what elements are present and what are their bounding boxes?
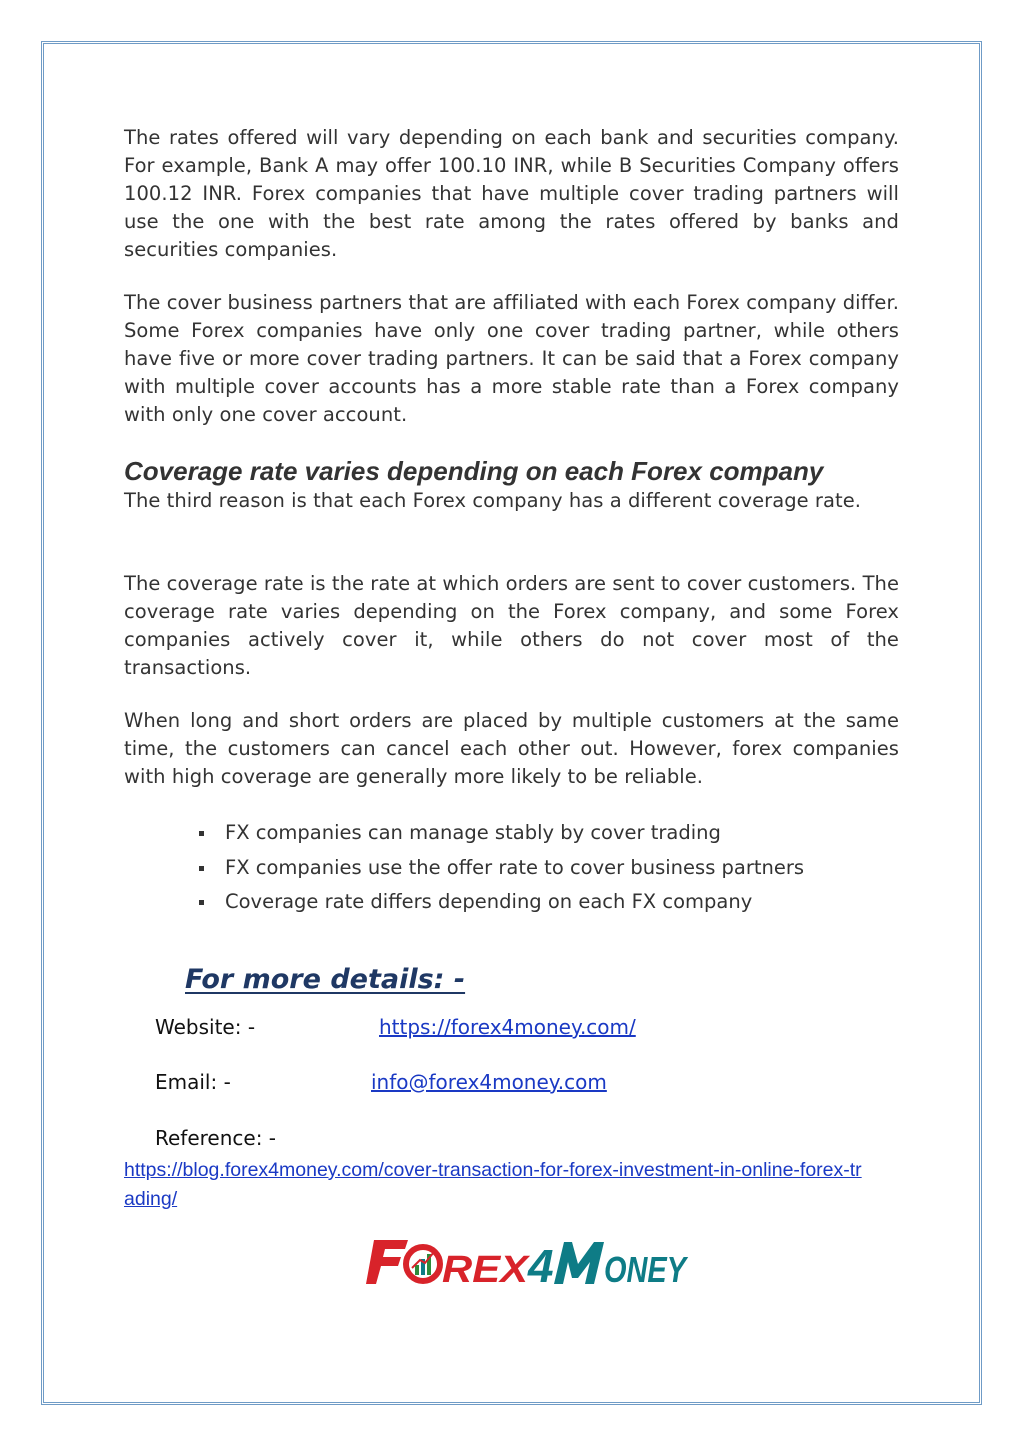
list-item-text: Coverage rate differs depending on each FX company: [225, 890, 753, 913]
website-link[interactable]: https://forex4money.com/: [379, 1015, 636, 1039]
reference-label: Reference: -: [155, 1126, 277, 1150]
svg-text:4: 4: [528, 1240, 554, 1292]
list-item: [190, 816, 804, 851]
details-heading: For more details: -: [185, 964, 466, 995]
email-label: Email: -: [155, 1070, 231, 1094]
list-item: [190, 851, 804, 886]
bullet-list: [190, 816, 804, 920]
square-bullet-icon: [199, 831, 204, 836]
paragraph-coverage-rate: The coverage rate is the rate at which orders are sent to cover customers. The coverage rate varies depending on the Forex company, and some Forex companies actively cover it, while others do not cover most of the transactions.: [124, 572, 899, 679]
email-link[interactable]: info@forex4money.com: [371, 1070, 607, 1094]
svg-text:REX: REX: [442, 1249, 531, 1291]
square-bullet-icon: [199, 866, 204, 871]
paragraph-third-reason: The third reason is that each Forex company has a different coverage rate.: [124, 489, 861, 512]
list-item-text: FX companies use the offer rate to cover business partners: [225, 855, 805, 879]
paragraph-cover-partners: The cover business partners that are affiliated with each Forex company differ. Some Forex companies have only one cover trading partner, while others have five or more cover trading partners. It can be said that a Forex company with multiple cover accounts has a more stable rate than a Forex company with only one cover account.: [124, 291, 899, 426]
list-item-text: FX companies can manage stably by cover trading: [225, 821, 721, 844]
paragraph-rates-offered: The rates offered will vary depending on each bank and securities company. For example, Bank A may offer 100.10 INR, while B Securities Company offers 100.12 INR. Forex companies that have multiple cover trading partners will use the one with the best rate among the rates offered by banks and securities companies.: [124, 126, 899, 261]
forex4money-logo: [368, 1232, 688, 1290]
svg-text:ONEY: ONEY: [604, 1249, 689, 1290]
list-item: [190, 885, 804, 920]
section-heading: Coverage rate varies depending on each Forex company: [124, 456, 824, 486]
website-label: Website: -: [155, 1015, 256, 1039]
paragraph-long-short-orders: When long and short orders are placed by multiple customers at the same time, the customers can cancel each other out. However, forex companies with high coverage are generally more likely to be reliable.: [124, 709, 899, 788]
square-bullet-icon: [199, 900, 204, 905]
reference-link[interactable]: https://blog.forex4money.com/cover-transaction-for-forex-investment-in-online-forex-trading/: [124, 1159, 862, 1210]
